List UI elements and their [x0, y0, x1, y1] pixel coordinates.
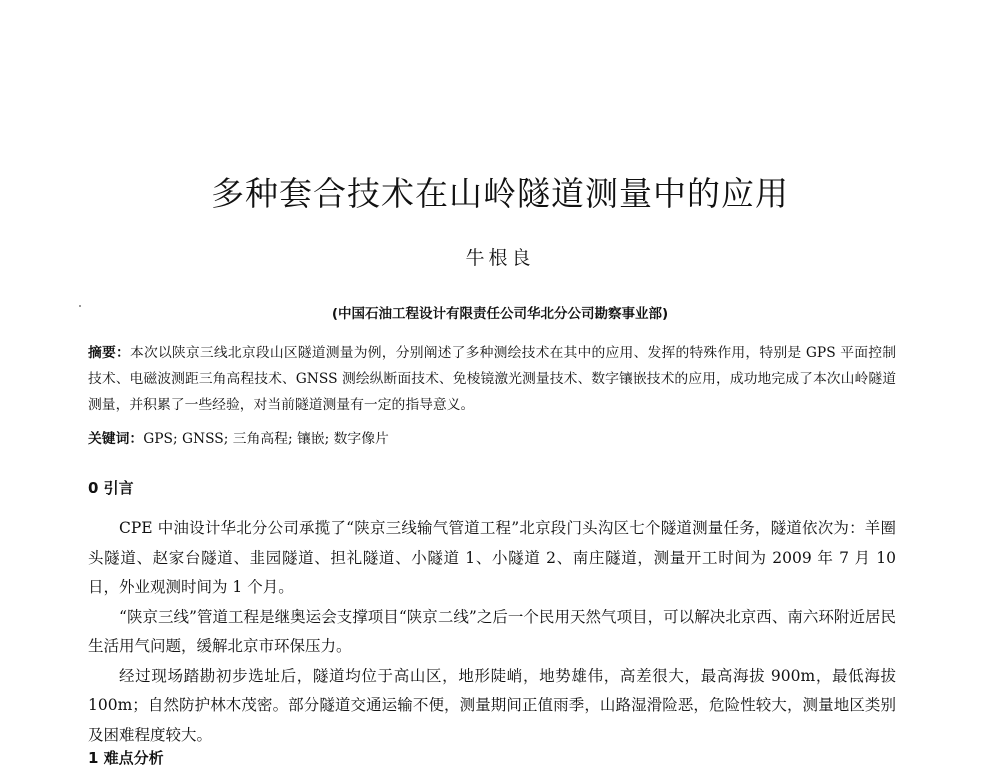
abstract-label: 摘要： [88, 345, 130, 361]
keywords-text: GPS; GNSS; 三角高程; 镶嵌; 数字像片 [143, 431, 389, 447]
paper-title: 多种套合技术在山岭隧道测量中的应用 [211, 174, 789, 213]
section-heading-difficulty-analysis: 1 难点分析 [88, 749, 164, 767]
abstract [88, 340, 896, 418]
body-text [88, 514, 896, 750]
abstract-text: 本次以陕京三线北京段山区隧道测量为例，分别阐述了多种测绘技术在其中的应用、发挥的特殊作用，特别是 GPS 平面控制技术、电磁波测距三角高程技术、GNSS 测绘纵断面技术、免棱镜激光测量技术、数字镶嵌技术的应用，成功地完成了本次山岭隧道测量，并积累了一些经验，对当前隧道测量有一定的指导意义。 [88, 345, 897, 413]
author-affiliation: (中国石油工程设计有限责任公司华北分公司勘察事业部) [331, 306, 669, 322]
paragraph: “陕京三线”管道工程是继奥运会支撑项目“陕京二线”之后一个民用天然气项目，可以解决北京西、南六环附近居民生活用气问题，缓解北京市环保压力。 [88, 607, 896, 655]
paragraph: CPE 中油设计华北分公司承揽了“陕京三线输气管道工程”北京段门头沟区七个隧道测量任务，隧道依次为：羊圈头隧道、赵家台隧道、韭园隧道、担礼隧道、小隧道 1、小隧道 2、南庄隧道，测量开工时间为 2009 年 7 月 10 日，外业观测时间为 1 个月。 [88, 519, 896, 596]
keywords-label: 关键词： [88, 431, 144, 447]
section-heading-introduction: 0 引言 [88, 479, 134, 497]
keywords [88, 427, 896, 451]
paragraph: 经过现场踏勘初步选址后，隧道均位于高山区，地形陡峭，地势雄伟，高差很大，最高海拔 900m，最低海拔 100m；自然防护林木茂密。部分隧道交通运输不便，测量期间正值雨季，山路湿滑险恶，危险性较大，测量地区类别及困难程度较大。 [88, 666, 896, 744]
author-name: 牛根良 [465, 247, 535, 269]
